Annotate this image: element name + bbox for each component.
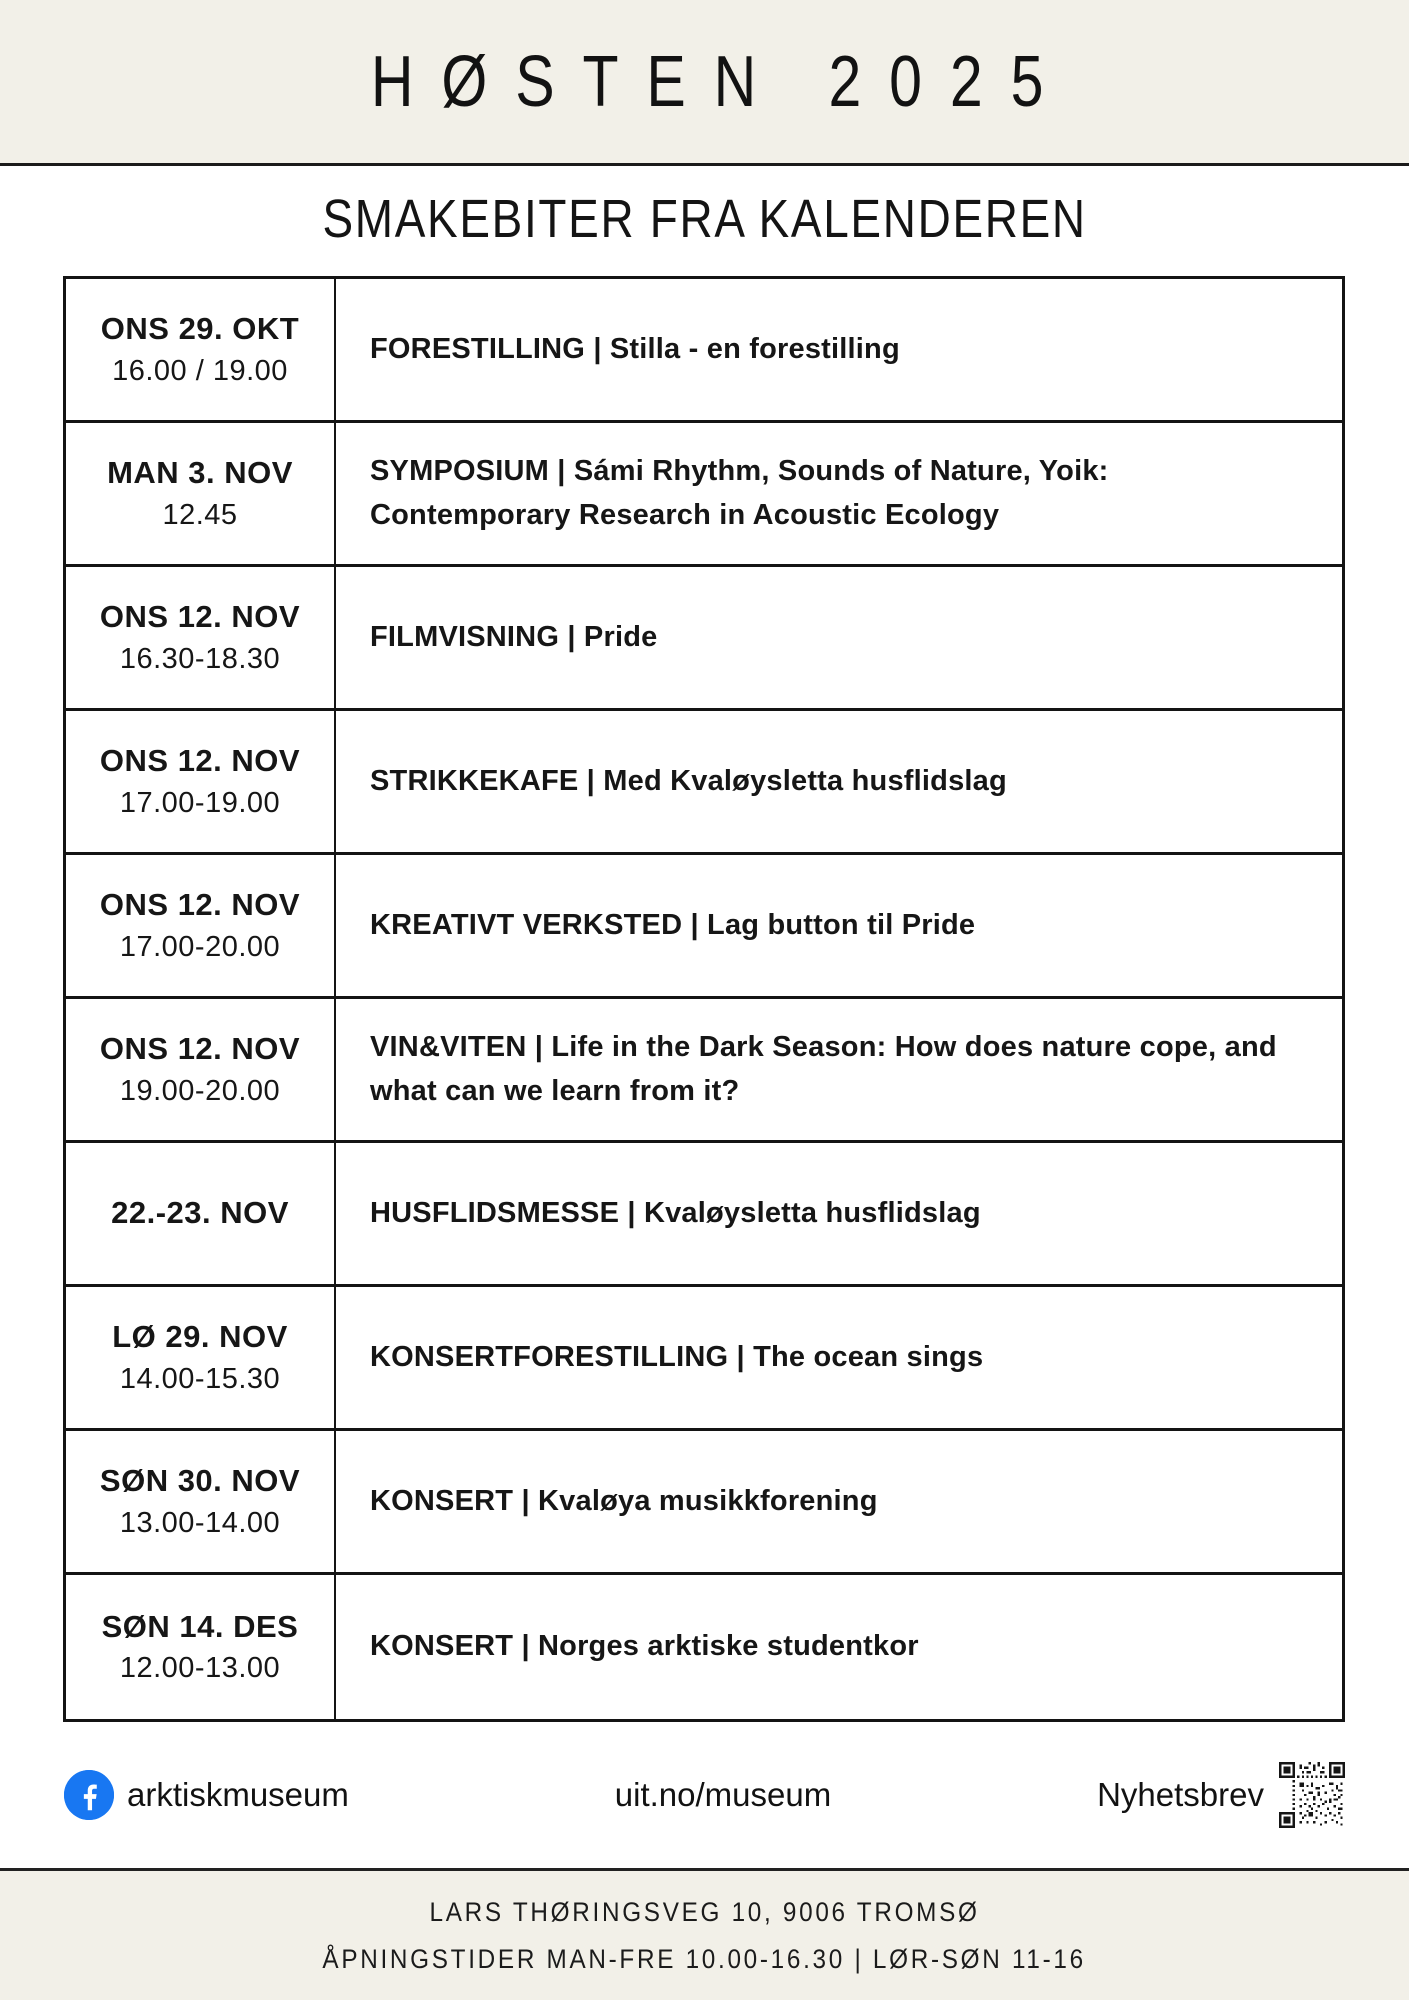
- newsletter-label: Nyhetsbrev: [1097, 1776, 1264, 1813]
- qr-code-icon: [1279, 1762, 1345, 1828]
- event-time: 17.00-20.00: [119, 930, 281, 963]
- event-row: [66, 1287, 1342, 1431]
- event-date: SØN 30. NOV: [99, 1463, 301, 1499]
- event-title-cell: [336, 423, 1342, 564]
- event-date-cell: [66, 1575, 336, 1719]
- event-date-cell: [66, 423, 336, 564]
- event-time: 16.30-18.30: [119, 642, 281, 675]
- event-date-cell: [66, 999, 336, 1140]
- facebook-handle: arktiskmuseum: [127, 1776, 349, 1813]
- event-row: [66, 711, 1342, 855]
- event-time: 16.00 / 19.00: [112, 354, 288, 387]
- event-row: [66, 999, 1342, 1143]
- event-title-cell: [336, 567, 1342, 708]
- event-title-cell: [336, 999, 1342, 1140]
- event-date: MAN 3. NOV: [107, 455, 293, 491]
- event-date: ONS 12. NOV: [99, 599, 301, 635]
- event-time: 13.00-14.00: [119, 1506, 281, 1539]
- event-date-cell: [66, 279, 336, 420]
- event-title-cell: [336, 1431, 1342, 1572]
- event-row: [66, 855, 1342, 999]
- event-date: ONS 12. NOV: [99, 743, 301, 779]
- event-date-cell: [66, 567, 336, 708]
- event-date-cell: [66, 1143, 336, 1284]
- event-title: STRIKKEKAFE | Med Kvaløysletta husflidslag: [370, 764, 1007, 797]
- subtitle-row: [0, 188, 1409, 250]
- event-time: 17.00-19.00: [119, 786, 281, 819]
- event-title: HUSFLIDSMESSE | Kvaløysletta husflidslag: [370, 1196, 981, 1229]
- event-row: [66, 1431, 1342, 1575]
- event-date: LØ 29. NOV: [112, 1319, 288, 1355]
- event-title-cell: [336, 279, 1342, 420]
- event-row: [66, 279, 1342, 423]
- footer-links-row: [0, 1722, 1409, 1868]
- event-title-cell: [336, 1143, 1342, 1284]
- event-date: SØN 14. DES: [101, 1608, 299, 1644]
- event-time: 14.00-15.30: [119, 1362, 281, 1395]
- event-time: 12.00-13.00: [119, 1652, 281, 1685]
- event-title: KONSERT | Kvaløya musikkforening: [370, 1484, 878, 1517]
- event-title: KONSERTFORESTILLING | The ocean sings: [370, 1340, 984, 1373]
- event-date: 22.-23. NOV: [111, 1195, 289, 1231]
- event-row: [66, 423, 1342, 567]
- event-title: KREATIVT VERKSTED | Lag button til Pride: [370, 908, 976, 941]
- website-link[interactable]: uit.no/museum: [614, 1776, 832, 1813]
- event-title: VIN&VITEN | Life in the Dark Season: How does nature cope, and what can we learn from it?: [370, 1031, 1277, 1107]
- header-band: [0, 0, 1409, 166]
- event-title-cell: [336, 711, 1342, 852]
- event-title-cell: [336, 1287, 1342, 1428]
- event-title: FORESTILLING | Stilla - en forestilling: [370, 332, 900, 365]
- event-date-cell: [66, 855, 336, 996]
- address-line: LARS THØRINGSVEG 10, 9006 TROMSØ: [429, 1897, 980, 1927]
- event-date-cell: [66, 711, 336, 852]
- facebook-icon: [64, 1770, 114, 1820]
- event-title-cell: [336, 855, 1342, 996]
- event-title: FILMVISNING | Pride: [370, 620, 658, 653]
- opening-hours-line: ÅPNINGSTIDER MAN-FRE 10.00-16.30 | LØR-SØN 11-16: [322, 1944, 1087, 1974]
- event-title: KONSERT | Norges arktiske studentkor: [370, 1630, 919, 1663]
- event-row: [66, 567, 1342, 711]
- event-row: [66, 1143, 1342, 1287]
- event-time: 19.00-20.00: [119, 1074, 281, 1107]
- event-row: [66, 1575, 1342, 1719]
- calendar-subtitle: SMAKEBITER FRA KALENDEREN: [322, 189, 1087, 249]
- event-title-cell: [336, 1575, 1342, 1719]
- event-date-cell: [66, 1287, 336, 1428]
- event-time: 12.45: [162, 498, 238, 531]
- address-bar: [0, 1868, 1409, 2000]
- event-date: ONS 29. OKT: [100, 311, 300, 347]
- newsletter-group: [1097, 1762, 1345, 1828]
- events-table: [63, 276, 1345, 1722]
- event-date-cell: [66, 1431, 336, 1572]
- event-date: ONS 12. NOV: [99, 1031, 301, 1067]
- event-title: SYMPOSIUM | Sámi Rhythm, Sounds of Nature, Yoik: Contemporary Research in Acoustic Ecology: [370, 455, 1109, 531]
- facebook-link[interactable]: [64, 1770, 349, 1820]
- season-title: HØSTEN 2025: [371, 41, 1072, 122]
- event-date: ONS 12. NOV: [99, 887, 301, 923]
